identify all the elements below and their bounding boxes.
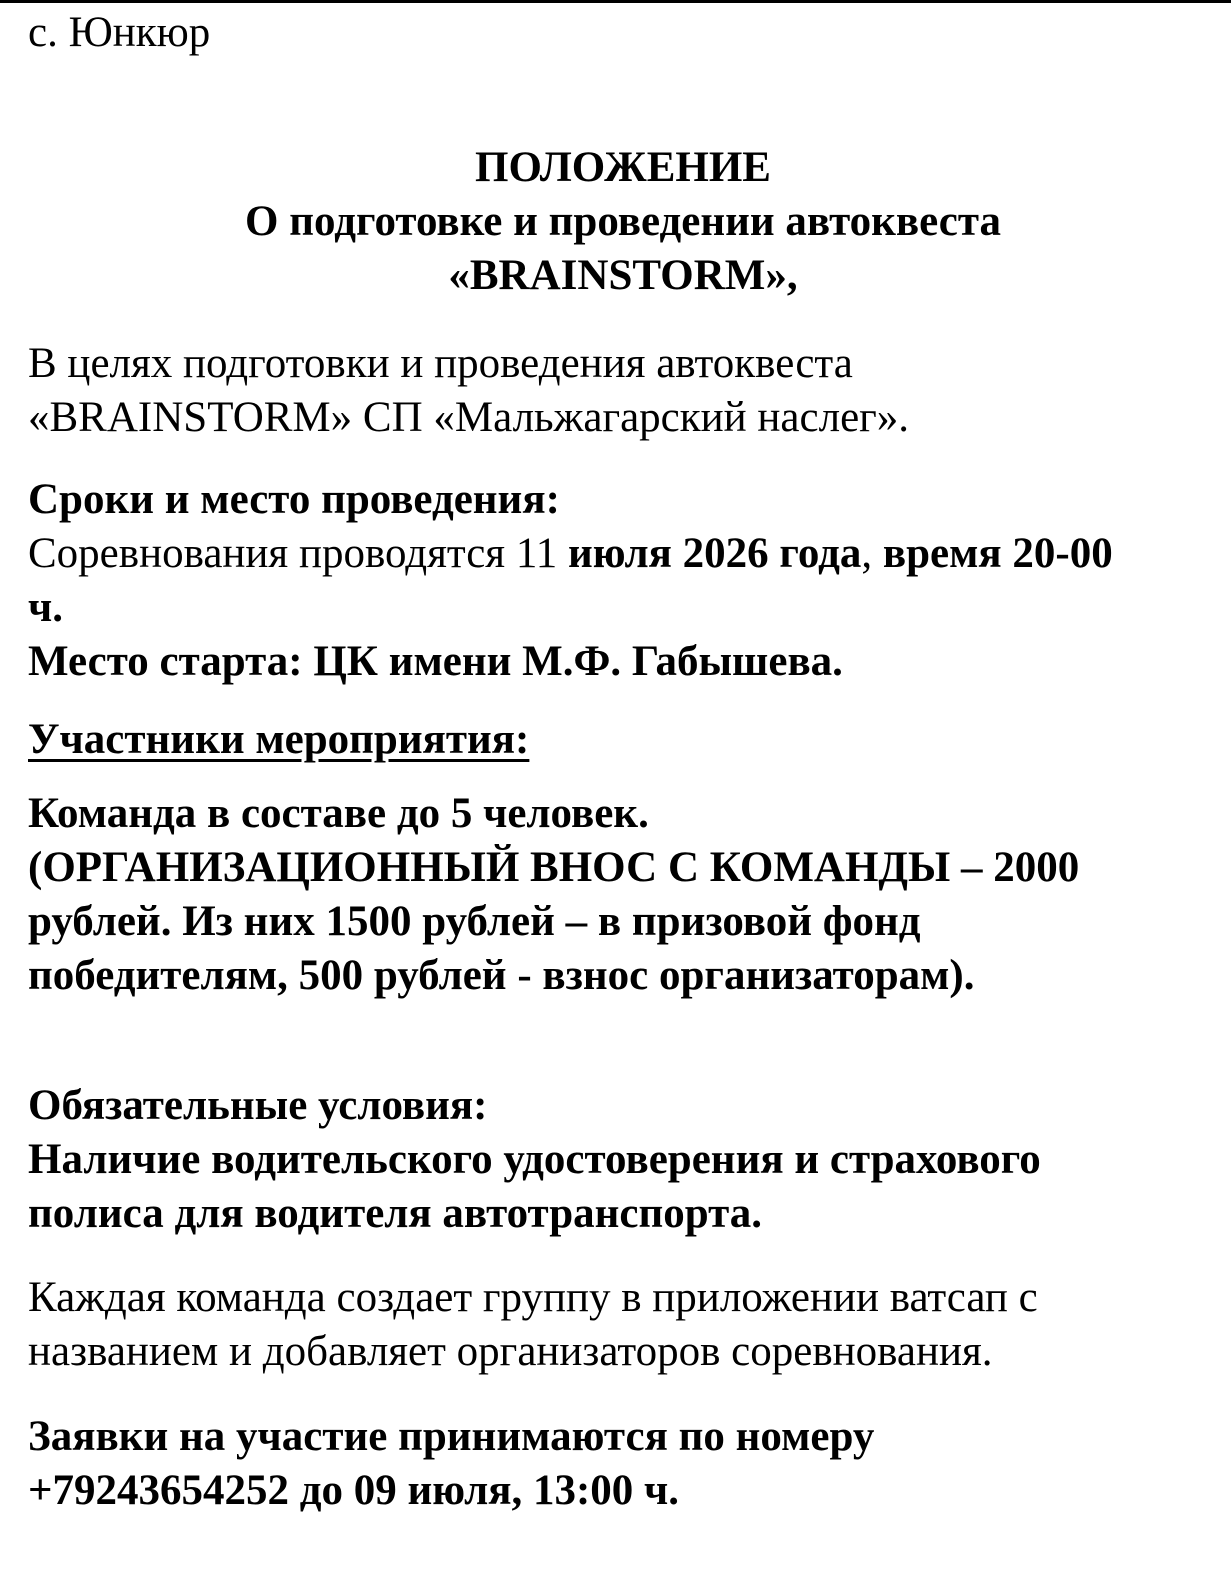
document-body <box>28 6 1218 1518</box>
whatsapp-line-1: Каждая команда создает группу в приложении ватсап с <box>28 1274 1038 1321</box>
whatsapp-line-2: названием и добавляет организаторов соревнования. <box>28 1328 993 1375</box>
place-name: с. Юнкюр <box>28 9 211 56</box>
intro-line-2: «BRAINSTORM» СП «Мальжагарский наслег». <box>28 394 910 441</box>
title-line-2: О подготовке и проведении автоквеста <box>245 198 1001 245</box>
start-place: Место старта: ЦК имени М.Ф. Габышева. <box>28 638 843 685</box>
applications-line-2: +79243654252 до 09 июля, 13:00 ч. <box>28 1467 680 1514</box>
team-line-1: Команда в составе до 5 человек. <box>28 790 649 837</box>
participants-heading: Участники мероприятия: <box>28 716 530 763</box>
applications-line-1: Заявки на участие принимаются по номеру <box>28 1413 875 1460</box>
intro-line-1: В целях подготовки и проведения автоквеста <box>28 340 853 387</box>
applications-section <box>28 1410 1218 1518</box>
team-line-2: (ОРГАНИЗАЦИОННЫЙ ВНОС С КОМАНДЫ – 2000 <box>28 844 1080 891</box>
top-border-line <box>0 0 1231 3</box>
team-line-4: победителям, 500 рублей - взнос организаторам). <box>28 952 975 999</box>
team-line-3: рублей. Из них 1500 рублей – в призовой фонд <box>28 898 921 945</box>
dates-heading: Сроки и место проведения: <box>28 476 560 523</box>
conditions-line-2: полиса для водителя автотранспорта. <box>28 1190 763 1237</box>
dates-text-regular: Соревнования проводятся 11 <box>28 530 568 577</box>
document-title <box>28 141 1218 303</box>
dates-section <box>28 473 1218 689</box>
title-line-3: «BRAINSTORM», <box>448 252 798 299</box>
whatsapp-paragraph <box>28 1271 1218 1379</box>
dates-text-time: время 20-00 <box>882 530 1113 577</box>
intro-paragraph <box>28 337 1218 445</box>
dates-text-date: июля 2026 года <box>567 530 862 577</box>
title-line-1: ПОЛОЖЕНИЕ <box>475 144 771 191</box>
team-info <box>28 787 1218 1003</box>
dates-text-comma: , <box>861 530 883 577</box>
conditions-heading: Обязательные условия: <box>28 1082 488 1129</box>
conditions-line-1: Наличие водительского удостоверения и страхового <box>28 1136 1041 1183</box>
dates-text <box>28 527 1218 581</box>
conditions-section <box>28 1079 1218 1241</box>
participants-section <box>28 713 1218 1003</box>
dates-text-unit: ч. <box>28 584 64 631</box>
